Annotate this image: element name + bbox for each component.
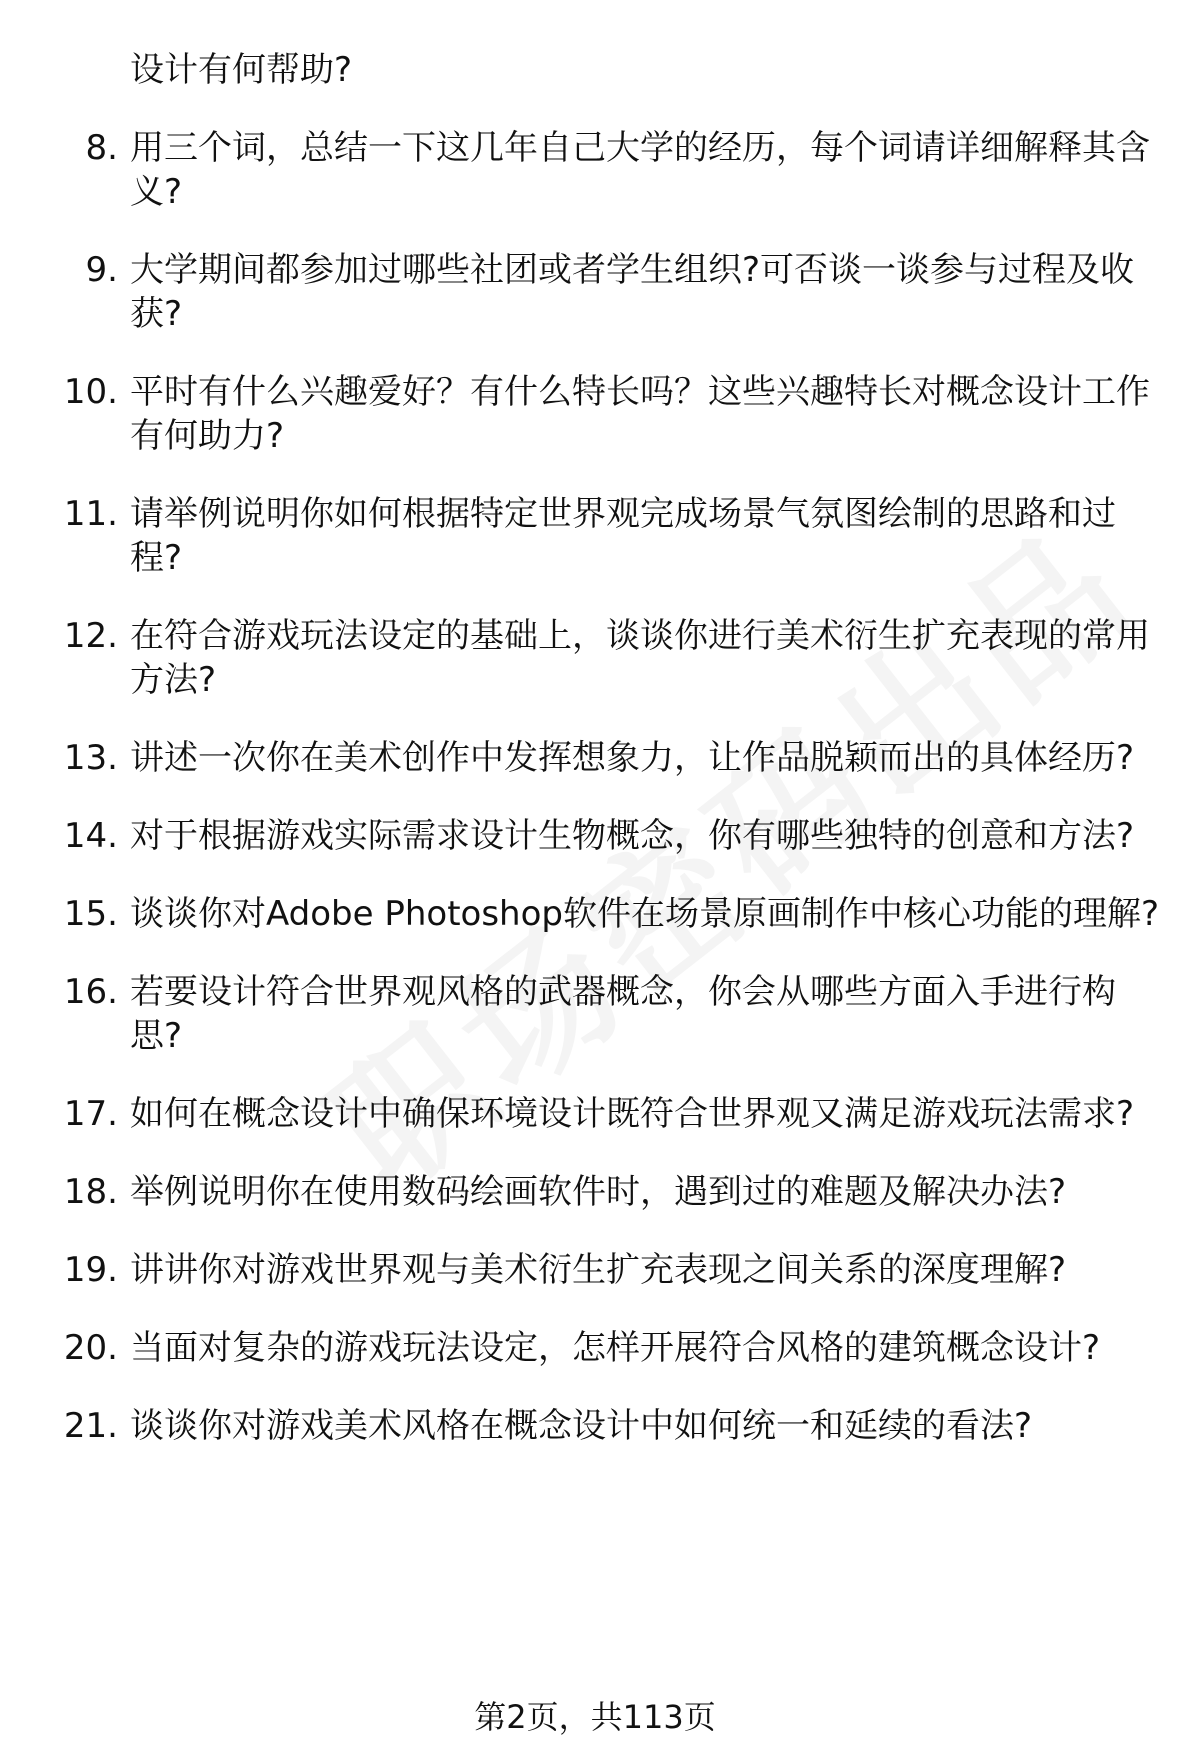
question-number: 21. <box>63 1406 118 1446</box>
question-number: 18. <box>63 1172 118 1212</box>
question-number: 15. <box>63 894 118 934</box>
question-item <box>0 492 1190 580</box>
question-text: 举例说明你在使用数码绘画软件时，遇到过的难题及解决办法? <box>130 1172 1067 1212</box>
question-number: 19. <box>63 1250 118 1290</box>
question-item <box>0 614 1190 702</box>
question-item <box>0 814 1190 858</box>
question-item <box>0 1170 1190 1214</box>
question-number: 9. <box>85 250 118 290</box>
question-text: 请举例说明你如何根据特定世界观完成场景气氛图绘制的思路和过程? <box>130 494 1116 578</box>
question-text: 在符合游戏玩法设定的基础上，谈谈你进行美术衍生扩充表现的常用方法? <box>130 616 1150 700</box>
question-text: 谈谈你对游戏美术风格在概念设计中如何统一和延续的看法? <box>130 1406 1033 1446</box>
question-text: 大学期间都参加过哪些社团或者学生组织?可否谈一谈参与过程及收获? <box>130 250 1135 334</box>
question-item <box>0 1248 1190 1292</box>
question-item <box>0 1404 1190 1448</box>
question-number: 17. <box>63 1094 118 1134</box>
question-text: 谈谈你对Adobe Photoshop软件在场景原画制作中核心功能的理解? <box>130 894 1160 934</box>
question-number: 11. <box>63 494 118 534</box>
question-number: 8. <box>85 128 118 168</box>
question-item <box>0 1092 1190 1136</box>
question-text: 平时有什么兴趣爱好？有什么特长吗？这些兴趣特长对概念设计工作有何助力? <box>130 372 1150 456</box>
question-text: 若要设计符合世界观风格的武器概念，你会从哪些方面入手进行构思? <box>130 972 1116 1056</box>
question-text: 讲讲你对游戏世界观与美术衍生扩充表现之间关系的深度理解? <box>130 1250 1067 1290</box>
question-item <box>0 248 1190 336</box>
question-number: 20. <box>63 1328 118 1368</box>
question-text: 如何在概念设计中确保环境设计既符合世界观又满足游戏玩法需求? <box>130 1094 1135 1134</box>
question-item <box>0 126 1190 214</box>
question-number: 13. <box>63 738 118 778</box>
question-text: 讲述一次你在美术创作中发挥想象力，让作品脱颖而出的具体经历? <box>130 738 1135 778</box>
page-footer: 第2页，共113页 <box>474 1698 716 1736</box>
question-item <box>0 736 1190 780</box>
question-number: 10. <box>63 372 118 412</box>
question-number: 16. <box>63 972 118 1012</box>
question-number: 12. <box>63 616 118 656</box>
question-text: 对于根据游戏实际需求设计生物概念，你有哪些独特的创意和方法? <box>130 816 1135 856</box>
question-item <box>0 370 1190 458</box>
question-item <box>0 970 1190 1058</box>
question-list <box>0 126 1190 1482</box>
question-item <box>0 892 1190 936</box>
question-text: 用三个词，总结一下这几年自己大学的经历，每个词请详细解释其含义? <box>130 128 1150 212</box>
continuation-text: 设计有何帮助? <box>130 50 353 90</box>
question-item <box>0 1326 1190 1370</box>
question-number: 14. <box>63 816 118 856</box>
question-text: 当面对复杂的游戏玩法设定，怎样开展符合风格的建筑概念设计? <box>130 1328 1101 1368</box>
